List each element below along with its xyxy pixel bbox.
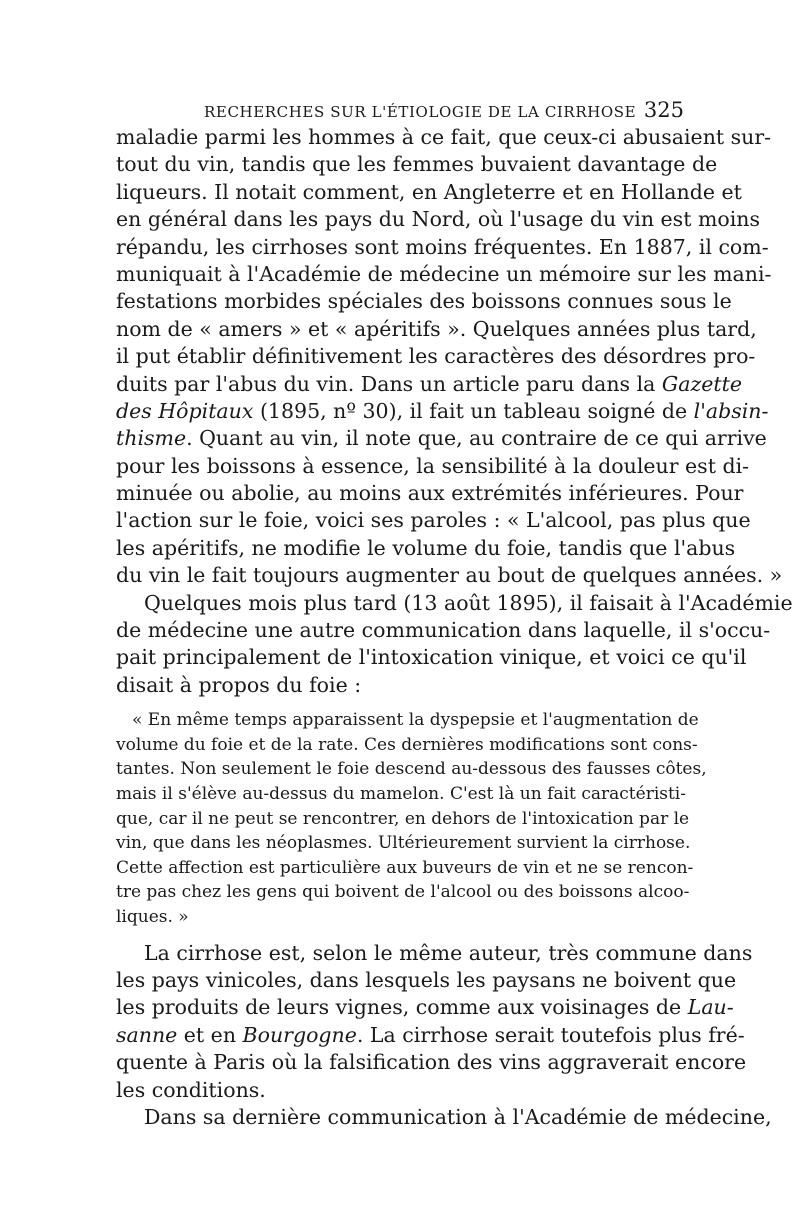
text-run: duits par l'abus du vin. Dans un article paru dans la xyxy=(116,371,656,396)
quote-line: volume du foie et de la rate. Ces dernières modifications sont cons- xyxy=(116,734,698,755)
text-line: quente à Paris où la falsification des vins aggraverait encore xyxy=(116,1050,747,1075)
italic-title-gazette: Gazette xyxy=(661,371,743,396)
italic-term-absinthisme: l'absin- xyxy=(693,398,769,423)
text-run: . La cirrhose serait toutefois plus fré- xyxy=(356,1022,745,1047)
quote-line: mais il s'élève au-dessus du mamelon. C'est là un fait caractéristi- xyxy=(116,783,686,804)
quote-line: tre pas chez les gens qui boivent de l'alcool ou des boissons alcoo- xyxy=(116,882,690,903)
page-number: 325 xyxy=(643,98,684,122)
italic-place-bourgogne: Bourgogne xyxy=(242,1022,357,1047)
running-head: RECHERCHES SUR L'ÉTIOLOGIE DE LA CIRRHOSE xyxy=(204,103,637,121)
text-line: pour les boissons à essence, la sensibilité à la douleur est di- xyxy=(116,453,750,478)
text-line xyxy=(116,994,734,1021)
text-line: minuée ou abolie, au moins aux extrémités inférieures. Pour xyxy=(116,481,744,506)
text-line: les pays vinicoles, dans lesquels les paysans ne boivent que xyxy=(116,967,737,992)
text-line: maladie parmi les hommes à ce fait, que ceux-ci abusaient sur- xyxy=(116,125,772,149)
text-line: nom de « amers » et « apéritifs ». Quelques années plus tard, xyxy=(116,316,757,341)
text-line: les conditions. xyxy=(116,1077,266,1102)
quote-line: Cette affection est particulière aux buveurs de vin et ne se rencon- xyxy=(116,857,694,878)
italic-title-hopitaux: des Hôpitaux xyxy=(116,398,254,423)
text-line: il put établir définitivement les caractères des désordres pro- xyxy=(116,344,756,369)
text-line: du vin le fait toujours augmenter au bout de quelques années. » xyxy=(116,563,783,588)
text-line: les apéritifs, ne modifie le volume du foie, tandis que l'abus xyxy=(116,535,736,560)
text-line xyxy=(116,425,767,452)
italic-place-lausanne-end: sanne xyxy=(116,1022,178,1047)
quote-line: vin, que dans les néoplasmes. Ultérieurement survient la cirrhose. xyxy=(116,833,691,854)
paragraph-3 xyxy=(116,940,753,1104)
text-line: de médecine une autre communication dans laquelle, il s'occu- xyxy=(116,618,771,643)
italic-place-lausanne: Lau- xyxy=(687,995,734,1020)
quote-line: « En même temps apparaissent la dyspepsie et l'augmentation de xyxy=(132,710,699,731)
page-header xyxy=(116,98,684,122)
paragraph-2 xyxy=(116,590,793,700)
quote-line: que, car il ne peut se rencontrer, en dehors de l'intoxication par le xyxy=(116,808,690,829)
text-line: pait principalement de l'intoxication vinique, et voici ce qu'il xyxy=(116,645,747,670)
text-line xyxy=(116,398,769,425)
paragraph-1 xyxy=(116,124,783,590)
text-run: (1895, nº 30), il fait un tableau soigné de xyxy=(253,398,694,423)
text-line: muniquait à l'Académie de médecine un mémoire sur les mani- xyxy=(116,261,772,286)
text-run: les produits de leurs vignes, comme aux voisinages de xyxy=(116,995,682,1020)
text-line: Dans sa dernière communication à l'Académie de médecine, xyxy=(144,1104,772,1129)
text-line: répandu, les cirrhoses sont moins fréquentes. En 1887, il com- xyxy=(116,234,769,259)
text-line: La cirrhose est, selon le même auteur, très commune dans xyxy=(144,940,753,965)
text-line xyxy=(116,371,743,398)
quote-line: tantes. Non seulement le foie descend au-dessous des fausses côtes, xyxy=(116,759,707,780)
text-line: Quelques mois plus tard (13 août 1895), il faisait à l'Académie xyxy=(144,590,793,615)
text-line: disait à propos du foie : xyxy=(116,672,362,697)
text-line: festations morbides spéciales des boissons connues sous le xyxy=(116,289,732,314)
text-line: en général dans les pays du Nord, où l'usage du vin est moins xyxy=(116,207,761,232)
italic-term-absinthisme-end: thisme xyxy=(116,426,187,451)
text-line: liqueurs. Il notait comment, en Angleterre et en Hollande et xyxy=(116,179,742,204)
paragraph-4 xyxy=(116,1104,772,1131)
page-body xyxy=(116,124,793,1131)
quote-line: liques. » xyxy=(116,906,189,927)
text-line: l'action sur le foie, voici ses paroles : « L'alcool, pas plus que xyxy=(116,508,751,533)
text-line: tout du vin, tandis que les femmes buvaient davantage de xyxy=(116,152,718,177)
text-line xyxy=(116,1022,745,1049)
text-run: . Quant au vin, il note que, au contraire de ce qui arrive xyxy=(186,426,767,451)
text-run: et en xyxy=(177,1022,243,1047)
block-quote xyxy=(116,708,707,929)
